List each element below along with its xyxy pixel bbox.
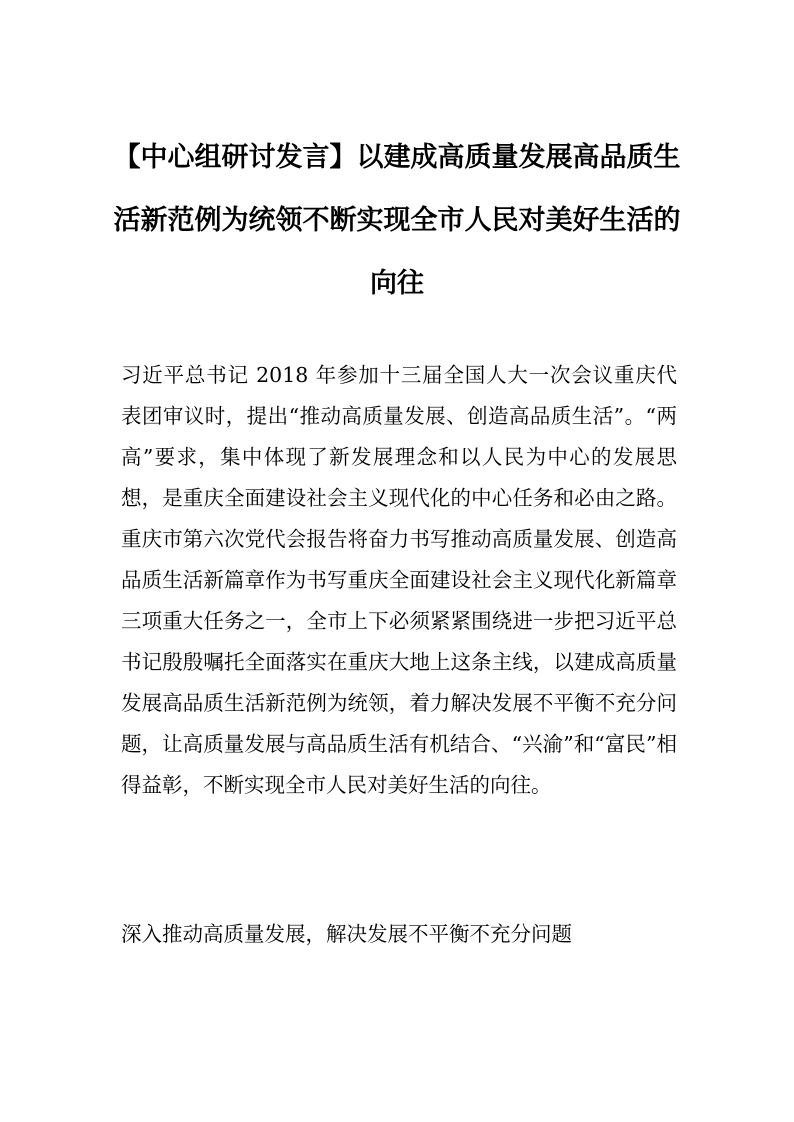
section-subheading: 深入推动高质量发展，解决发展不平衡不充分问题 <box>121 922 572 946</box>
document-title: 【中心组研讨发言】以建成高质量发展高品质生活新范例为统领不断实现全市人民对美好生活的向往 <box>113 142 681 299</box>
body-paragraph: 习近平总书记 2018 年参加十三届全国人大一次会议重庆代表团审议时，提出“推动高质量发展、创造高品质生活”。“两高”要求，集中体现了新发展理念和以人民为中心的发展思想，是重庆全面建设社会主义现代化的中心任务和必由之路。重庆市第六次党代会报告将奋力书写推动高质量发展、创造高品质生活新篇章作为书写重庆全面建设社会主义现代化新篇章三项重大任务之一，全市上下必须紧紧围绕进一步把习近平总书记殷殷嘱托全面落实在重庆大地上这条主线，以建成高质量发展高品质生活新范例为统领，着力解决发展不平衡不充分问题，让高质量发展与高品质生活有机结合、“兴渝”和“富民”相得益彰，不断实现全市人民对美好生活的向往。 <box>121 363 677 797</box>
